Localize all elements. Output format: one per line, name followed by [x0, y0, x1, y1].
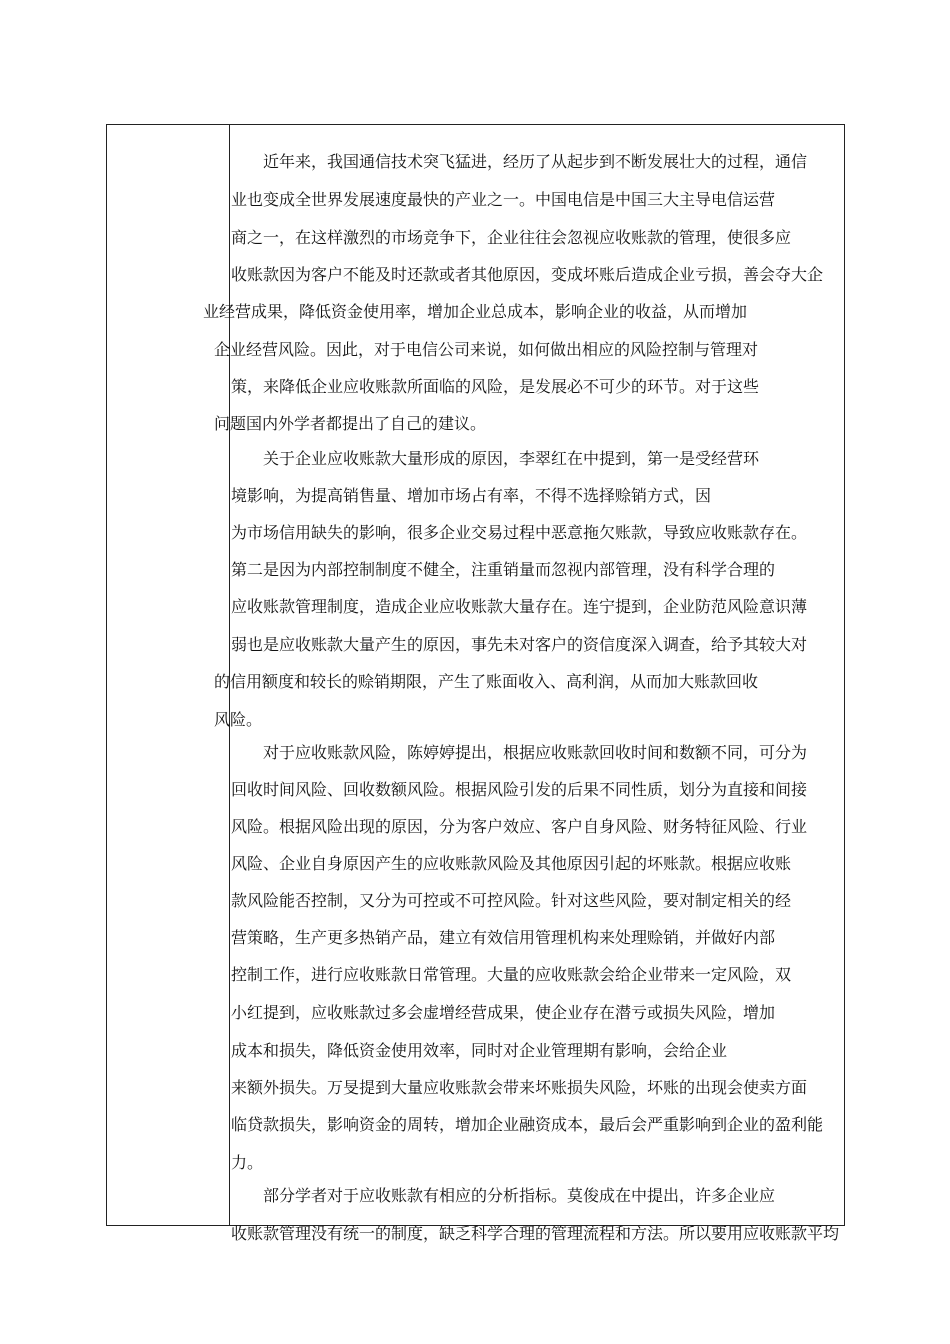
text-line: 力。 [231, 1153, 264, 1172]
text-line: 策，来降低企业应收账款所面临的风险，是发展必不可少的环节。对于这些 [231, 377, 760, 396]
text-line: 回收时间风险、回收数额风险。根据风险引发的后果不同性质，划分为直接和间接 [231, 780, 808, 799]
text-line: 来额外损失。万旻提到大量应收账款会带来坏账损失风险，坏账的出现会使卖方面 [231, 1078, 808, 1097]
text-line: 收账款管理没有统一的制度，缺乏科学合理的管理流程和方法。所以要用应收账款平均 [231, 1224, 840, 1243]
text-line: 弱也是应收账款大量产生的原因，事先未对客户的资信度深入调查，给予其较大对 [231, 635, 808, 654]
text-line: 营策略，生产更多热销产品，建立有效信用管理机构来处理赊销，并做好内部 [231, 928, 776, 947]
text-line: 的信用额度和较长的赊销期限，产生了账面收入、高利润，从而加大账款回收 [214, 672, 759, 691]
text-line: 风险。根据风险出现的原因，分为客户效应、客户自身风险、财务特征风险、行业 [231, 817, 808, 836]
text-line: 对于应收账款风险，陈婷婷提出，根据应收账款回收时间和数额不同，可分为 [263, 743, 808, 762]
text-line: 商之一，在这样激烈的市场竞争下，企业往往会忽视应收账款的管理，使很多应 [231, 228, 792, 247]
text-line: 业也变成全世界发展速度最快的产业之一。中国电信是中国三大主导电信运营 [231, 190, 776, 209]
text-line: 应收账款管理制度，造成企业应收账款大量存在。连宁提到，企业防范风险意识薄 [231, 597, 808, 616]
text-line: 关于企业应收账款大量形成的原因，李翠红在中提到，第一是受经营环 [263, 449, 760, 468]
text-line: 境影响，为提高销售量、增加市场占有率，不得不选择赊销方式，因 [231, 486, 712, 505]
text-line: 控制工作，进行应收账款日常管理。大量的应收账款会给企业带来一定风险，双 [231, 965, 792, 984]
text-line: 款风险能否控制，又分为可控或不可控风险。针对这些风险，要对制定相关的经 [231, 891, 792, 910]
text-line: 收账款因为客户不能及时还款或者其他原因，变成坏账后造成企业亏损，善会夺大企 [231, 265, 824, 284]
text-line: 企业经营风险。因此，对于电信公司来说，如何做出相应的风险控制与管理对 [214, 340, 759, 359]
text-line: 风险。 [214, 710, 263, 729]
text-line: 为市场信用缺失的影响，很多企业交易过程中恶意拖欠账款，导致应收账款存在。 [231, 523, 808, 542]
text-line: 问题国内外学者都提出了自己的建议。 [214, 414, 487, 433]
text-line: 风险、企业自身原因产生的应收账款风险及其他原因引起的坏账款。根据应收账 [231, 854, 792, 873]
text-line: 成本和损失，降低资金使用效率，同时对企业管理期有影响，会给企业 [231, 1041, 728, 1060]
text-line: 第二是因为内部控制制度不健全，注重销量而忽视内部管理，没有科学合理的 [231, 560, 776, 579]
text-line: 近年来，我国通信技术突飞猛进，经历了从起步到不断发展壮大的过程，通信 [263, 152, 808, 171]
text-line: 临贷款损失，影响资金的周转，增加企业融资成本，最后会严重影响到企业的盈利能 [231, 1115, 824, 1134]
text-line: 部分学者对于应收账款有相应的分析指标。莫俊成在中提出，许多企业应 [263, 1186, 776, 1205]
text-line: 业经营成果，降低资金使用率，增加企业总成本，影响企业的收益，从而增加 [203, 302, 748, 321]
text-line: 小红提到，应收账款过多会虚增经营成果，使企业存在潜亏或损失风险，增加 [231, 1003, 776, 1022]
